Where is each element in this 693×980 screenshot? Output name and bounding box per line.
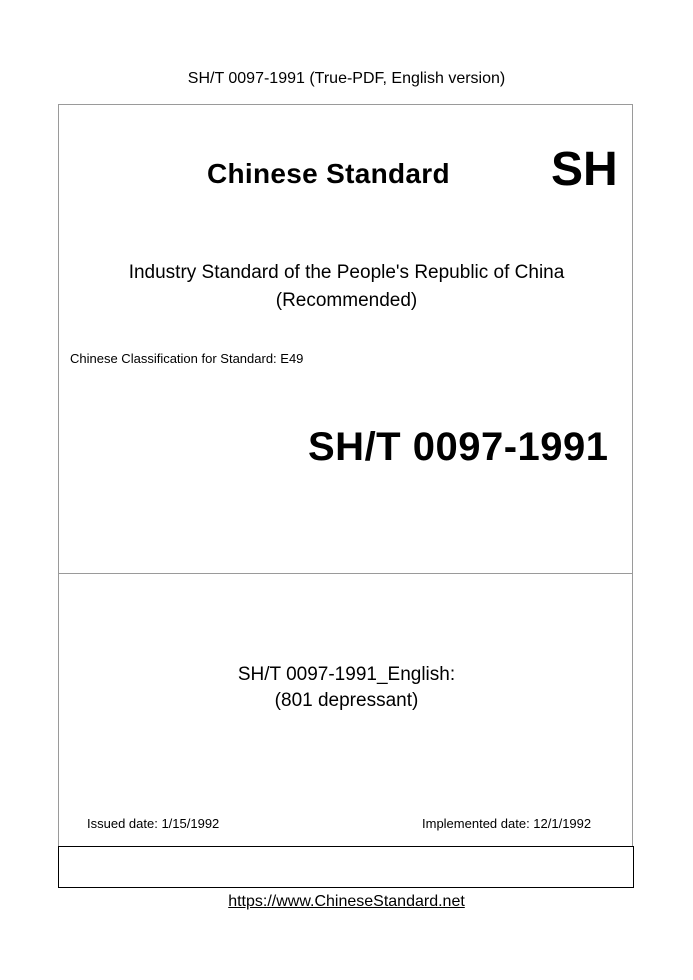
page-header: SH/T 0097-1991 (True-PDF, English version) xyxy=(187,70,506,87)
english-title-block xyxy=(0,662,693,714)
english-title-line-1: SH/T 0097-1991_English: xyxy=(237,664,456,685)
standard-number: SH/T 0097-1991 xyxy=(308,425,609,469)
cover-title: Chinese Standard xyxy=(207,158,450,189)
classification-text: Chinese Classification for Standard: E49 xyxy=(70,351,304,366)
english-title-line-2: (801 depressant) xyxy=(274,690,419,711)
footer-url-container xyxy=(0,893,693,911)
standard-mark: SH xyxy=(551,143,618,196)
issued-date: Issued date: 1/15/1992 xyxy=(87,816,220,831)
industry-line-1: Industry Standard of the People's Republic of China xyxy=(128,262,565,283)
industry-line-2: (Recommended) xyxy=(275,290,418,311)
website-link[interactable]: https://www.ChineseStandard.net xyxy=(228,893,465,910)
implemented-date: Implemented date: 12/1/1992 xyxy=(422,816,592,831)
industry-standard-heading xyxy=(0,259,693,315)
cover-bottom-frame xyxy=(58,846,634,888)
